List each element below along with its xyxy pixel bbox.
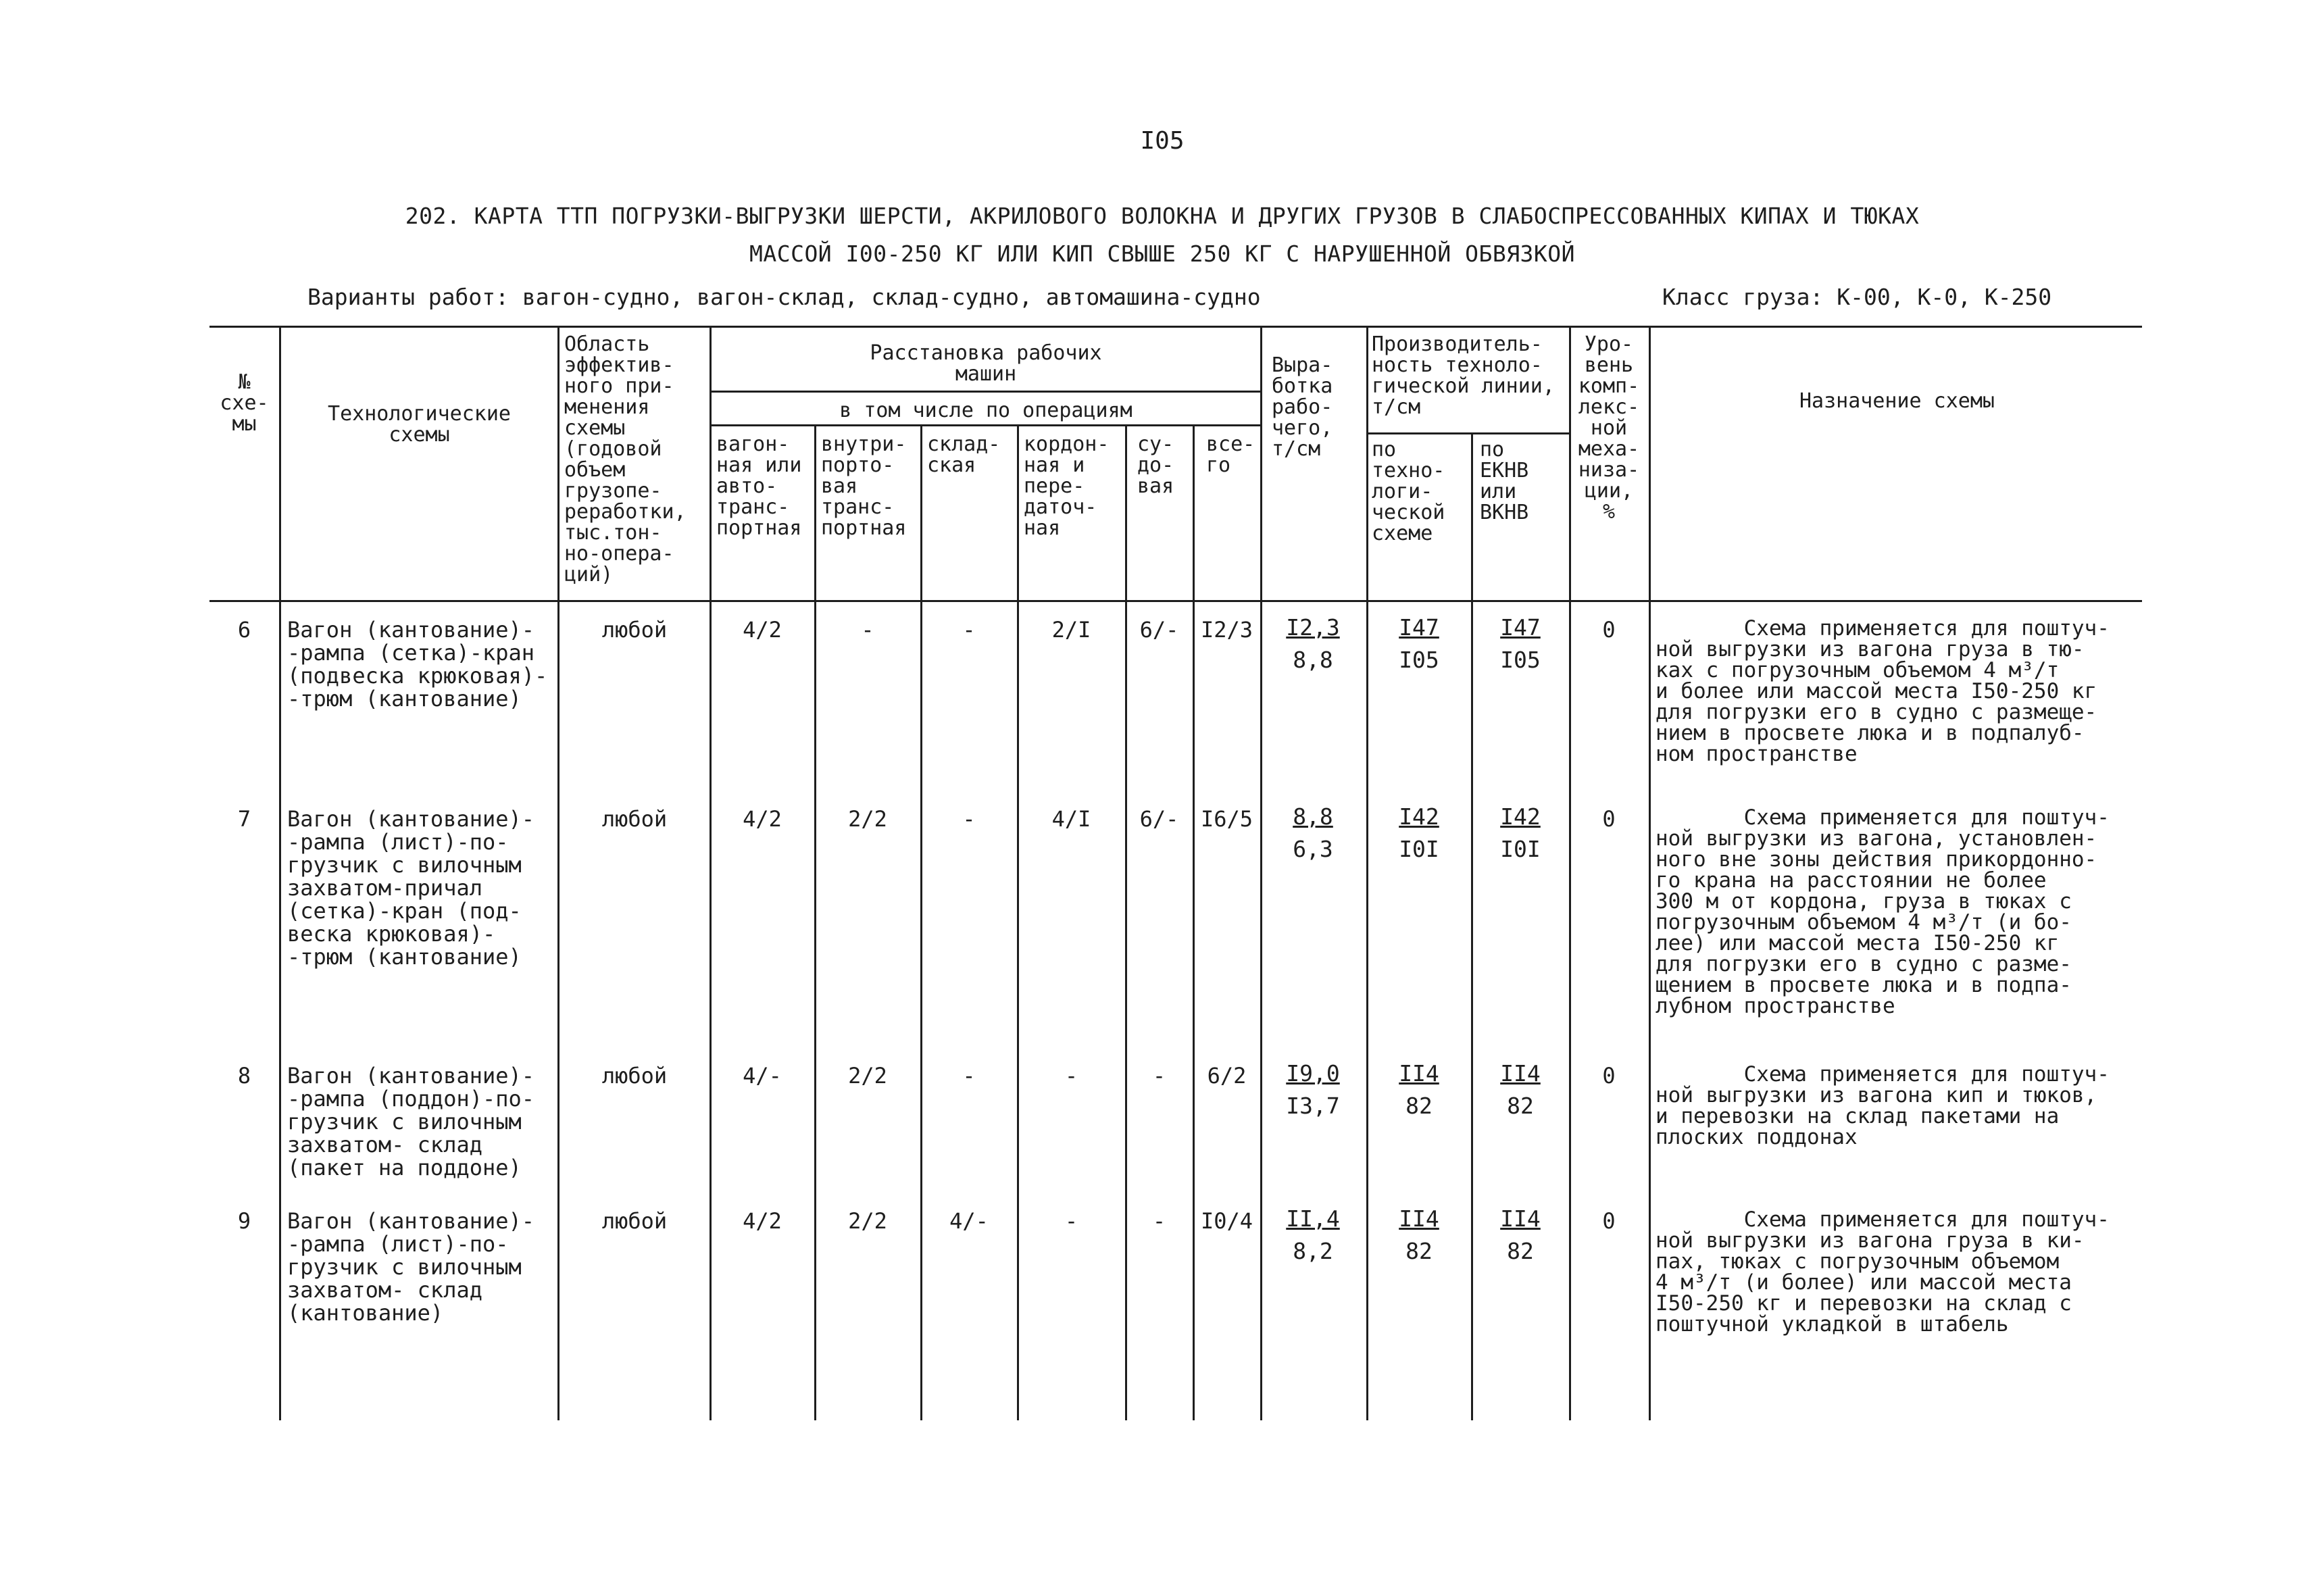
op-ship: 6/-: [1139, 806, 1179, 832]
prod-ekhv-bottom: 82: [1507, 1238, 1534, 1264]
op-cordon: 2/I: [1051, 617, 1091, 643]
application-area: любой: [601, 806, 668, 832]
header-application-area: Область эффектив- ного при- менения схемы (годовой объем грузопе- реработки, тыс.тон- но-опера- ций): [564, 332, 687, 587]
prod-scheme-bottom: 82: [1405, 1238, 1433, 1264]
col-divider: [279, 326, 281, 1420]
op-cordon: -: [1064, 1063, 1078, 1089]
prod-ekhv-bottom: I05: [1500, 647, 1541, 673]
scheme-number: 9: [237, 1208, 251, 1234]
productivity-by-ekhv: [1476, 612, 1564, 676]
header-line-productivity: Производитель- ность техноло- гической линии, т/см: [1372, 332, 1555, 419]
productivity-by-ekhv: [1476, 1057, 1564, 1122]
header-worker-output: Выра- ботка рабо- чего, т/см: [1272, 353, 1333, 461]
page-title: [284, 197, 2041, 273]
technological-scheme: Вагон (кантование)- -рампа (сетка)-кран (подвеска крюковая)- -трюм (кантование): [287, 617, 548, 712]
op-wagon: 4/2: [743, 1208, 782, 1234]
col-divider: [1017, 424, 1019, 1420]
header-op-ship: су- до- вая: [1137, 432, 1174, 498]
op-warehouse: -: [962, 1063, 976, 1089]
worker-output: [1269, 1057, 1357, 1122]
title-line-2: МАССОЙ I00-250 КГ ИЛИ КИП СВЫШЕ 250 КГ С НАРУШЕННОЙ ОБВЯЗКОЙ: [749, 241, 1576, 267]
header-op-wagon: вагон- ная или авто- транс- портная: [716, 432, 802, 540]
op-ship: 6/-: [1139, 617, 1179, 643]
technological-scheme: Вагон (кантование)- -рампа (лист)-по- грузчик с вилочным захватом-причал (сетка)-кран (под- веска крюковая)- -трюм (кантование): [287, 806, 535, 970]
page-number: I05: [1140, 127, 1185, 155]
output-per-hour: 6,3: [1293, 836, 1333, 862]
op-inport: 2/2: [848, 1063, 887, 1089]
prod-scheme-bottom: I05: [1399, 647, 1439, 673]
scheme-number: 8: [237, 1063, 251, 1089]
worker-output: [1269, 1203, 1357, 1268]
scheme-number: 6: [237, 617, 251, 643]
op-inport: 2/2: [848, 1208, 887, 1234]
op-ship: -: [1152, 1208, 1166, 1234]
mechanization-level: 0: [1602, 617, 1616, 643]
op-warehouse: -: [962, 617, 976, 643]
mechanization-level: 0: [1602, 1208, 1616, 1234]
op-ship: -: [1152, 1063, 1166, 1089]
op-wagon: 4/2: [743, 806, 782, 832]
mechanization-level: 0: [1602, 1063, 1616, 1089]
table-top-rule: [209, 326, 2142, 328]
header-op-total: все- го: [1206, 432, 1255, 477]
productivity-by-scheme: [1375, 801, 1463, 866]
technological-scheme: Вагон (кантование)- -рампа (поддон)-по- грузчик с вилочным захватом- склад (пакет на поддоне): [287, 1063, 535, 1180]
header-prod-by-scheme: по техно- логи- ческой схеме: [1372, 438, 1445, 545]
op-inport: -: [861, 617, 874, 643]
col-divider: [1366, 326, 1368, 1420]
incl-rule: [710, 424, 1260, 426]
op-inport: 2/2: [848, 806, 887, 832]
col-divider: [1125, 424, 1127, 1420]
output-per-shift: II,4: [1286, 1205, 1340, 1232]
header-op-inport: внутри- порто- вая транс- портная: [821, 432, 907, 540]
output-per-shift: 8,8: [1293, 803, 1333, 830]
output-per-shift: I2,3: [1286, 614, 1340, 641]
op-total: I2/3: [1200, 617, 1253, 643]
op-total: I0/4: [1200, 1208, 1253, 1234]
productivity-by-ekhv: [1476, 1203, 1564, 1268]
op-total: I6/5: [1200, 806, 1253, 832]
scheme-purpose: Схема применяется для поштуч- ной выгрузки из вагона груза в тю- ках с погрузочным объемом 4 м³/т и более или массой места I50-250 кг для погрузки его в судно с размеще- нием в просвете люка и в подпалуб- ном пространстве: [1656, 616, 2110, 766]
prod-ekhv-bottom: 82: [1507, 1093, 1534, 1119]
productivity-by-scheme: [1375, 1203, 1463, 1268]
technological-scheme: Вагон (кантование)- -рампа (лист)-по- грузчик с вилочным захватом- склад (кантование): [287, 1208, 535, 1326]
application-area: любой: [601, 617, 668, 643]
worker-output: [1269, 801, 1357, 866]
col-divider: [1193, 424, 1195, 1420]
col-divider: [1260, 326, 1262, 1420]
productivity-by-scheme: [1375, 1057, 1463, 1122]
col-divider: [1649, 326, 1651, 1420]
prod-ekhv-top: I42: [1500, 803, 1541, 830]
header-op-warehouse: склад- ская: [927, 432, 1001, 477]
op-warehouse: 4/-: [949, 1208, 989, 1234]
output-per-shift: I9,0: [1286, 1060, 1340, 1087]
prod-scheme-top: I42: [1399, 803, 1439, 830]
scheme-purpose: Схема применяется для поштуч- ной выгрузки из вагона кип и тюков, и перевозки на склад пакетами на плоских поддонах: [1656, 1062, 2110, 1149]
header-mechanization-level: Уро- вень комп- лекс- ной меха- низа- ции, %: [1578, 332, 1640, 524]
header-bottom-rule: [209, 600, 2142, 602]
header-scheme-purpose: Назначение схемы: [1799, 389, 1995, 413]
header-placement: Расстановка рабочих машин: [870, 341, 1102, 386]
op-warehouse: -: [962, 806, 976, 832]
prod-ekhv-bottom: I0I: [1500, 836, 1541, 862]
prod-scheme-top: II4: [1399, 1060, 1439, 1087]
application-area: любой: [601, 1208, 668, 1234]
header-scheme-number: № схе- мы: [220, 370, 269, 436]
prod-scheme-bottom: I0I: [1399, 836, 1439, 862]
op-wagon: 4/-: [743, 1063, 782, 1089]
op-wagon: 4/2: [743, 617, 782, 643]
placement-rule: [710, 391, 1260, 393]
worker-output: [1269, 612, 1357, 676]
header-op-cordon: кордон- ная и пере- даточ- ная: [1024, 432, 1110, 540]
output-per-hour: I3,7: [1286, 1093, 1340, 1119]
title-line-1: 202. КАРТА ТТП ПОГРУЗКИ-ВЫГРУЗКИ ШЕРСТИ, АКРИЛОВОГО ВОЛОКНА И ДРУГИХ ГРУЗОВ В СЛАБОСПРЕССОВАННЫХ КИПАХ И ТЮКАХ: [405, 203, 1920, 229]
output-per-hour: 8,2: [1293, 1238, 1333, 1264]
prod-ekhv-top: II4: [1500, 1205, 1541, 1232]
header-prod-by-ekhv: по ЕКНВ или ВКНВ: [1480, 438, 1529, 524]
productivity-by-ekhv: [1476, 801, 1564, 866]
work-variants: Варианты работ: вагон-судно, вагон-склад, склад-судно, автомашина-судно: [307, 284, 1261, 310]
op-cordon: -: [1064, 1208, 1078, 1234]
col-divider: [1471, 432, 1473, 1420]
prod-ekhv-top: I47: [1500, 614, 1541, 641]
application-area: любой: [601, 1063, 668, 1089]
mechanization-level: 0: [1602, 806, 1616, 832]
col-divider: [557, 326, 559, 1420]
col-divider: [814, 424, 816, 1420]
prod-ekhv-top: II4: [1500, 1060, 1541, 1087]
op-cordon: 4/I: [1051, 806, 1091, 832]
col-divider: [710, 326, 712, 1420]
prod-rule: [1366, 432, 1569, 434]
header-incl-operations: в том числе по операциям: [839, 399, 1132, 422]
output-per-hour: 8,8: [1293, 647, 1333, 673]
scheme-number: 7: [237, 806, 251, 832]
op-total: 6/2: [1207, 1063, 1247, 1089]
prod-scheme-top: II4: [1399, 1205, 1439, 1232]
prod-scheme-bottom: 82: [1405, 1093, 1433, 1119]
prod-scheme-top: I47: [1399, 614, 1439, 641]
col-divider: [920, 424, 922, 1420]
scheme-purpose: Схема применяется для поштуч- ной выгрузки из вагона, установлен- ного вне зоны действия прикордонно- го крана на расстоянии не более 300 м от кордона, груза в тюках с погрузочным объемом 4 м³/т (и бо- лее) или массой места I50-250 кг для погрузки его в судно с разме- щением в просвете люка и в подпа- лубном пространстве: [1656, 805, 2110, 1018]
productivity-by-scheme: [1375, 612, 1463, 676]
header-technological-schemes: Технологические схемы: [328, 402, 511, 447]
scheme-purpose: Схема применяется для поштуч- ной выгрузки из вагона груза в ки- пах, тюках с погрузочным объемом 4 м³/т (и более) или массой места I50-250 кг и перевозки на склад с поштучной укладкой в штабель: [1656, 1207, 2110, 1337]
cargo-class: Класс груза: К-00, К-0, К-250: [1662, 284, 2052, 310]
